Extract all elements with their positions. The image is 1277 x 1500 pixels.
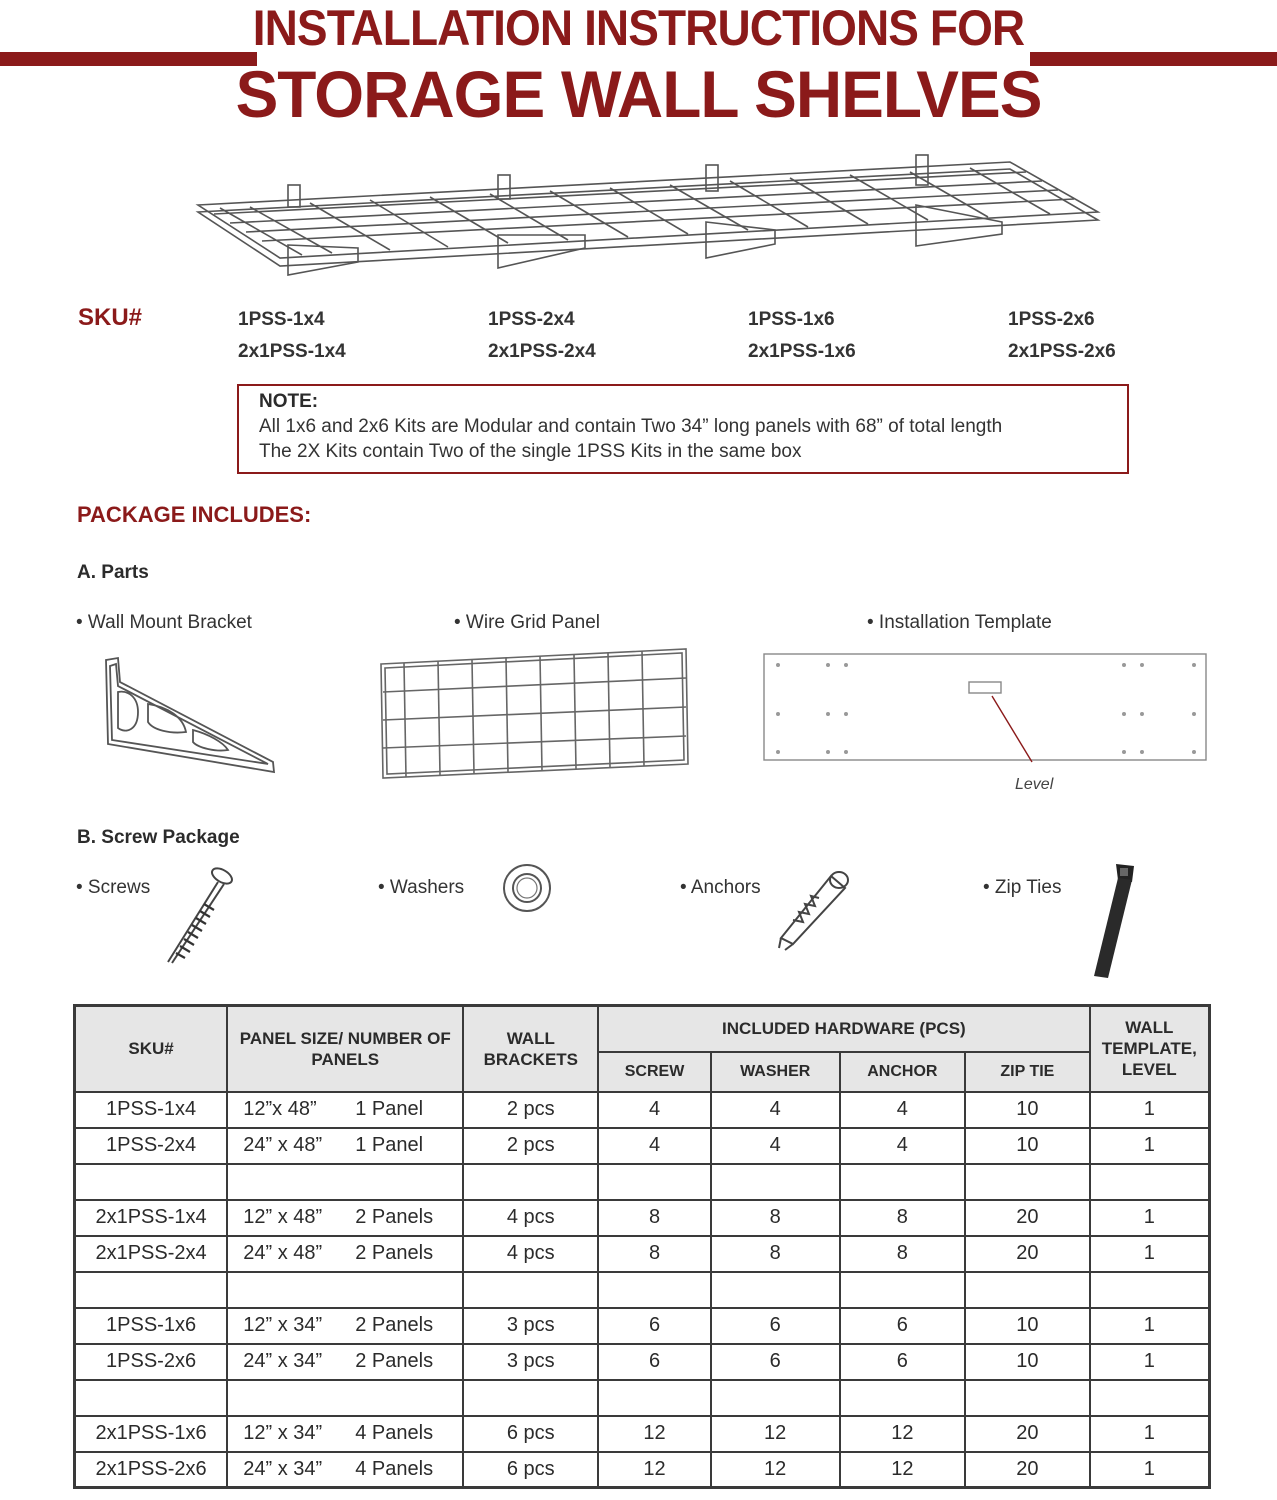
sku-code: 2x1PSS-1x6	[748, 341, 856, 362]
cell-washer: 4	[711, 1128, 840, 1164]
cell-size: 24” x 34”	[243, 1457, 323, 1480]
cell-sku: 1PSS-1x4	[75, 1092, 228, 1128]
cell-brackets: 6 pcs	[463, 1416, 598, 1452]
cell-anchor: 6	[840, 1308, 966, 1344]
sku-column-4	[1008, 304, 1116, 368]
part-wall-mount-bracket: • Wall Mount Bracket	[76, 612, 252, 633]
cell-panel	[227, 1200, 463, 1236]
cell-template: 1	[1090, 1452, 1210, 1488]
package-includes-title: PACKAGE INCLUDES:	[77, 502, 312, 527]
cell-zip-tie: 20	[965, 1236, 1089, 1272]
cell-zip-tie: 10	[965, 1308, 1089, 1344]
anchor-icon	[775, 868, 855, 952]
cell-template: 1	[1090, 1416, 1210, 1452]
table-row	[75, 1452, 1210, 1488]
sku-code: 2x1PSS-2x6	[1008, 341, 1116, 362]
col-header-screw: SCREW	[598, 1052, 711, 1092]
cell-zip-tie: 10	[965, 1344, 1089, 1380]
sku-label: SKU#	[78, 304, 143, 331]
cell-washer: 12	[711, 1416, 840, 1452]
cell-template: 1	[1090, 1200, 1210, 1236]
table-row	[75, 1200, 1210, 1236]
shelf-assembly-illustration	[190, 150, 1105, 285]
cell-anchor: 12	[840, 1452, 966, 1488]
table-row	[75, 1416, 1210, 1452]
zip-tie-icon	[1088, 860, 1140, 982]
note-line-1: All 1x6 and 2x6 Kits are Modular and contain Two 34” long panels with 68” of total length	[259, 416, 1003, 437]
cell-panel	[227, 1128, 463, 1164]
cell-size: 12” x 34”	[243, 1314, 323, 1336]
cell-brackets: 4 pcs	[463, 1200, 598, 1236]
cell-sku: 1PSS-2x4	[75, 1128, 228, 1164]
title-line-1: INSTALLATION INSTRUCTIONS FOR	[252, 0, 1025, 56]
cell-panel	[227, 1452, 463, 1488]
note-title: NOTE:	[259, 391, 319, 412]
cell-panels: 2 Panels	[355, 1350, 434, 1372]
cell-panels: 4 Panels	[355, 1422, 434, 1444]
cell-template: 1	[1090, 1308, 1210, 1344]
cell-screw: 8	[598, 1236, 711, 1272]
cell-zip-tie: 20	[965, 1200, 1089, 1236]
washer-icon	[500, 862, 554, 914]
cell-panel	[227, 1308, 463, 1344]
cell-anchor: 12	[840, 1416, 966, 1452]
cell-anchor: 4	[840, 1092, 966, 1128]
level-label: Level	[1015, 776, 1054, 793]
cell-template: 1	[1090, 1344, 1210, 1380]
cell-screw: 6	[598, 1308, 711, 1344]
cell-zip-tie: 10	[965, 1092, 1089, 1128]
cell-size: 24” x 34”	[243, 1350, 323, 1372]
cell-sku: 1PSS-1x6	[75, 1308, 228, 1344]
sku-column-3	[748, 304, 856, 368]
cell-washer: 6	[711, 1344, 840, 1380]
cell-panels: 1 Panel	[355, 1134, 424, 1156]
part-wire-grid-panel: • Wire Grid Panel	[454, 612, 601, 633]
item-screws: • Screws	[76, 877, 151, 898]
wire-grid-panel-icon	[378, 646, 690, 782]
table-row	[75, 1092, 1210, 1128]
part-installation-template: • Installation Template	[867, 612, 1052, 633]
hardware-table	[73, 1004, 1211, 1489]
cell-sku: 2x1PSS-2x6	[75, 1452, 228, 1488]
cell-brackets: 2 pcs	[463, 1092, 598, 1128]
cell-sku: 2x1PSS-1x4	[75, 1200, 228, 1236]
table-spacer-row	[75, 1380, 1210, 1416]
cell-brackets: 3 pcs	[463, 1344, 598, 1380]
table-spacer-row	[75, 1164, 1210, 1200]
col-header-washer: WASHER	[711, 1052, 840, 1092]
screw-icon	[160, 864, 238, 968]
cell-panels: 4 Panels	[355, 1457, 434, 1480]
cell-brackets: 6 pcs	[463, 1452, 598, 1488]
sku-code: 2x1PSS-2x4	[488, 341, 596, 362]
sku-code: 1PSS-2x4	[488, 309, 575, 330]
cell-panel	[227, 1236, 463, 1272]
wall-mount-bracket-icon	[98, 652, 280, 776]
cell-anchor: 6	[840, 1344, 966, 1380]
cell-sku: 2x1PSS-1x6	[75, 1416, 228, 1452]
cell-panels: 2 Panels	[355, 1206, 434, 1228]
cell-brackets: 3 pcs	[463, 1308, 598, 1344]
cell-size: 12” x 34”	[243, 1422, 323, 1444]
cell-sku: 1PSS-2x6	[75, 1344, 228, 1380]
table-row	[75, 1344, 1210, 1380]
cell-washer: 8	[711, 1200, 840, 1236]
col-header-panel-size: PANEL SIZE/ NUMBER OF PANELS	[227, 1006, 463, 1092]
sku-column-1	[238, 304, 346, 368]
col-header-wall-brackets: WALL BRACKETS	[463, 1006, 598, 1092]
sku-code: 2x1PSS-1x4	[238, 341, 346, 362]
installation-template-icon	[762, 652, 1210, 764]
title-line-2: STORAGE WALL SHELVES	[235, 57, 1042, 131]
cell-screw: 4	[598, 1128, 711, 1164]
cell-sku: 2x1PSS-2x4	[75, 1236, 228, 1272]
cell-template: 1	[1090, 1092, 1210, 1128]
cell-size: 24” x 48”	[243, 1242, 323, 1264]
col-header-anchor: ANCHOR	[840, 1052, 966, 1092]
col-header-sku: SKU#	[75, 1006, 228, 1092]
cell-size: 24” x 48”	[243, 1134, 323, 1156]
sku-code: 1PSS-2x6	[1008, 309, 1095, 330]
cell-brackets: 2 pcs	[463, 1128, 598, 1164]
cell-zip-tie: 10	[965, 1128, 1089, 1164]
note-line-2: The 2X Kits contain Two of the single 1PSS Kits in the same box	[259, 441, 802, 462]
item-zip-ties: • Zip Ties	[983, 877, 1062, 898]
cell-anchor: 4	[840, 1128, 966, 1164]
cell-panels: 2 Panels	[355, 1242, 434, 1264]
cell-template: 1	[1090, 1128, 1210, 1164]
sku-code: 1PSS-1x4	[238, 309, 325, 330]
cell-washer: 8	[711, 1236, 840, 1272]
cell-template: 1	[1090, 1236, 1210, 1272]
cell-washer: 4	[711, 1092, 840, 1128]
col-header-wall-template: WALL TEMPLATE, LEVEL	[1090, 1006, 1210, 1092]
cell-panel	[227, 1092, 463, 1128]
cell-screw: 12	[598, 1452, 711, 1488]
parts-title: A. Parts	[77, 562, 149, 583]
cell-screw: 4	[598, 1092, 711, 1128]
cell-panels: 1 Panel	[355, 1098, 424, 1120]
table-row	[75, 1236, 1210, 1272]
sku-code: 1PSS-1x6	[748, 309, 835, 330]
cell-anchor: 8	[840, 1200, 966, 1236]
item-washers: • Washers	[378, 877, 465, 898]
table-row	[75, 1128, 1210, 1164]
sku-column-2	[488, 304, 596, 368]
cell-anchor: 8	[840, 1236, 966, 1272]
note-box	[237, 384, 1129, 474]
cell-panel	[227, 1416, 463, 1452]
cell-screw: 8	[598, 1200, 711, 1236]
cell-zip-tie: 20	[965, 1452, 1089, 1488]
col-header-included-hardware: INCLUDED HARDWARE (PCS)	[598, 1006, 1089, 1052]
cell-zip-tie: 20	[965, 1416, 1089, 1452]
table-spacer-row	[75, 1272, 1210, 1308]
cell-screw: 12	[598, 1416, 711, 1452]
cell-size: 12” x 48”	[243, 1206, 323, 1228]
cell-panels: 2 Panels	[355, 1314, 434, 1336]
cell-brackets: 4 pcs	[463, 1236, 598, 1272]
cell-size: 12”x 48”	[243, 1098, 317, 1120]
cell-screw: 6	[598, 1344, 711, 1380]
cell-panel	[227, 1344, 463, 1380]
item-anchors: • Anchors	[680, 877, 761, 898]
col-header-zip-tie: ZIP TIE	[965, 1052, 1089, 1092]
cell-washer: 12	[711, 1452, 840, 1488]
screw-package-title: B. Screw Package	[77, 827, 240, 848]
cell-washer: 6	[711, 1308, 840, 1344]
table-row	[75, 1308, 1210, 1344]
